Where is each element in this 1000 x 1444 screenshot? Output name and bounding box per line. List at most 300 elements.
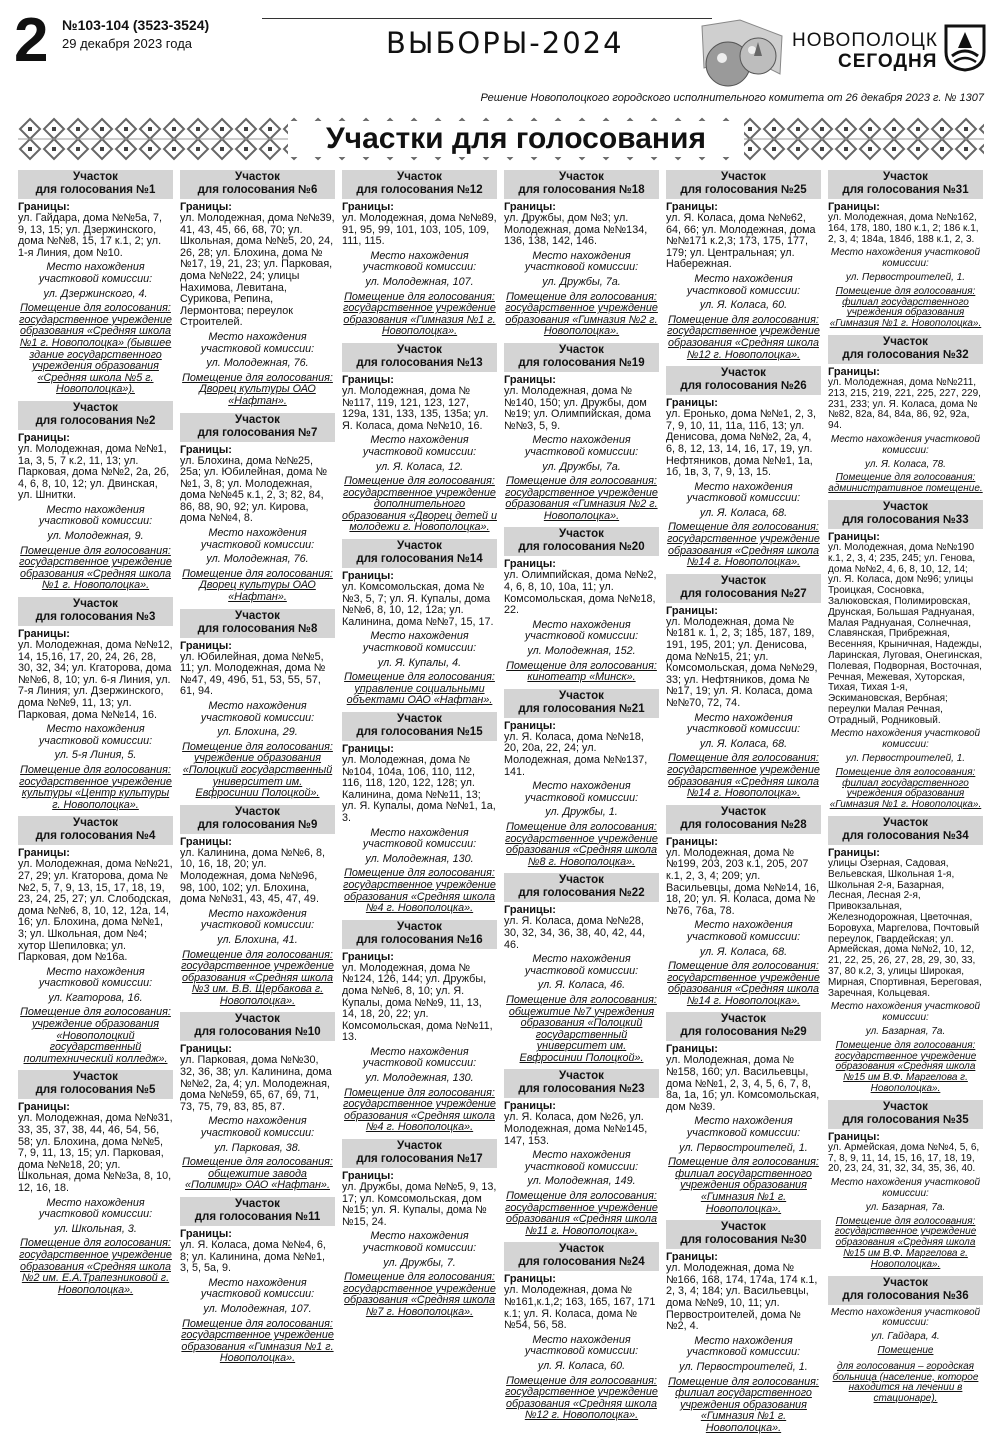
borders-label: Границы: xyxy=(18,1101,70,1114)
polling-station xyxy=(504,527,659,683)
premises-label: Помещение для голосования: xyxy=(668,521,819,534)
location-address: ул. Базарная, 7а. xyxy=(865,1201,946,1213)
location-address: ул. Базарная, 7а. xyxy=(865,1026,946,1038)
station-number: для голосования №9 xyxy=(197,818,318,831)
station-number: для голосования №15 xyxy=(356,726,483,738)
borders-label: Границы: xyxy=(504,719,556,732)
station-header xyxy=(342,712,497,741)
premises-label: Помещение для голосования: xyxy=(182,1317,333,1330)
premises-text: филиал государственного учреждения образования «Гимназия №1 г. Новополоцка». xyxy=(829,296,982,330)
location-address: ул. Я. Коласа, 68. xyxy=(699,945,788,958)
location-address: ул. Я. Коласа, 46. xyxy=(537,979,626,992)
location-label: Место нахождения участковой комиссии: xyxy=(830,1306,981,1329)
premises-text: государственное учреждение образования «Гимназия №2 г. Новополоцка». xyxy=(505,486,658,522)
station-number: для голосования №21 xyxy=(518,702,645,715)
polling-station xyxy=(180,170,335,408)
location-label: Место нахождения участковой комиссии: xyxy=(830,1177,981,1199)
borders-text: ул. Дружбы, дом №3; ул. Молодежная, дома №№134, 136, 138, 142, 146. xyxy=(504,212,648,248)
premises-text: государственное учреждение образования «Средняя школа №1 г. Новополоцка» (бывшее здание государственного учреждения образования «Средняя школа №5 г. Новополоцка»). xyxy=(19,313,172,396)
location-label: Место нахождения участковой комиссии: xyxy=(830,433,981,456)
polling-station xyxy=(342,539,497,707)
location-address: ул. Молодежная, 152. xyxy=(527,645,636,658)
station-label: Участок xyxy=(73,598,118,611)
polling-station xyxy=(828,170,983,330)
borders-text: ул. Молодежная, дома №№21, 27, 29; ул. Кгаторова, дома №№2, 5, 7, 9, 13, 15, 17, 18, 19, 23, 24, 25, 27; ул. Слободская, дома №№6, 8, 10, 12, 12а, 14, 16; ул. Блохина, дома №№1, 3; ул. Школьная, дом №4; хутор Шепиловка; ул. Парковая, дом №16а. xyxy=(18,858,173,964)
borders-text: ул. Молодежная, дома №№117, 119, 121, 123, 127, 129а, 131, 133, 135, 135а; ул. Я. Коласа, дома №№10, 16. xyxy=(342,384,489,432)
polling-station xyxy=(18,816,173,1065)
premises-text: филиал государственного учреждения образования «Гимназия №1 г. Новополоцка». xyxy=(675,1167,812,1215)
station-label: Участок xyxy=(721,574,766,587)
polling-station xyxy=(666,1012,821,1215)
location-address: ул. Молодежная, 149. xyxy=(527,1175,636,1188)
borders-label: Границы: xyxy=(180,443,232,456)
station-label: Участок xyxy=(397,171,442,183)
polling-station xyxy=(18,170,173,396)
station-number: для голосования №1 xyxy=(35,184,156,196)
location-address: ул. Дзержинского, 4. xyxy=(43,287,148,300)
location-address: ул. Гайдара, 4. xyxy=(871,1331,940,1343)
location-address: ул. 5-я Линия, 5. xyxy=(54,749,137,762)
polling-station xyxy=(504,873,659,1064)
location-label: Место нахождения участковой комиссии: xyxy=(200,330,315,355)
premises-label: Помещение для голосования: xyxy=(668,960,819,973)
borders-text: ул. Я. Коласа, дома №№28, 30, 32, 34, 36, 38, 40, 42, 44, 46. xyxy=(504,915,646,951)
station-header xyxy=(504,343,659,372)
premises-text: управление социальными объектами ОАО «Нафтан». xyxy=(346,682,493,707)
station-number: для голосования №13 xyxy=(356,356,483,369)
polling-station xyxy=(180,1012,335,1192)
premises-text: государственное учреждение образования «Средняя школа №12 г. Новополоцка». xyxy=(667,325,820,361)
brand-name: НОВОПОЛОЦК xyxy=(792,30,938,51)
location-label: Место нахождения участковой комиссии: xyxy=(686,272,801,297)
borders-label: Границы: xyxy=(180,201,232,213)
borders-text: ул. Молодежная, дома №№199, 203, 203 к.1, 205, 207 к.1, 2, 3, 4; 209; ул. Васильевцы, дома №№14, 16, 18, 20; ул. Я. Коласа, дома №№76, 76а, 78. xyxy=(666,846,820,917)
station-header xyxy=(18,816,173,845)
station-header xyxy=(504,873,659,902)
borders-text: ул. Я. Коласа, дом №26, ул. Молодежная, дома №№145, 147, 153. xyxy=(504,1111,648,1147)
borders-label: Границы: xyxy=(342,201,394,213)
premises-label: Помещение для голосования: xyxy=(20,302,171,315)
premises-label: Помещение для голосования: xyxy=(668,1375,819,1388)
station-number: для голосования №14 xyxy=(356,553,483,566)
polling-station xyxy=(666,366,821,569)
premises-text: государственное учреждение дополнительного образования «Дворец детей и молодежи г. Новополоцка». xyxy=(342,486,497,534)
borders-label: Границы: xyxy=(828,365,880,378)
borders-text: улицы Озерная, Садовая, Вельевская, Школьная 1-я, Школьная 2-я, Базарная, Лесная, Лесная 2-я, Привокзальная, Железнодорожная, Цветочная, Боровуха, Маргелова, Почтовый переулок, Гвардейская; ул. Армейская, дома №№2, 10, 12, 21, 22, 25, 26, 27, 28, 29, 30, 33, 37, 80 к.2, 3, улицы Широкая, Мирная, Спортивная, Береговая, Заречная, Кольцевая. xyxy=(828,858,982,999)
station-number: для голосования №19 xyxy=(518,356,645,369)
borders-label: Границы: xyxy=(180,1043,232,1056)
borders-text: ул. Юбилейная, дома №№5, 11; ул. Молодежная, дома №№47, 49, 49б, 51, 53, 55, 57, 61, 94. xyxy=(180,650,326,698)
issue-number: №103-104 (3523-3524) xyxy=(62,17,210,33)
borders-text: ул. Молодежная, дома №№166, 168, 174, 174а, 174 к.1, 2, 3, 4; 184; ул. Васильевцы, дома №№9, 10, 11; ул. Первостроителей, дома №№2, 4. xyxy=(666,1262,818,1333)
borders-label: Границы: xyxy=(828,530,880,543)
location-address: ул. Молодежная, 130. xyxy=(365,1072,474,1085)
premises-text: государственное учреждение образования «Средняя школа №15 им В.Ф. Маргелова г. Новополоцка». xyxy=(834,1050,977,1094)
station-label: Участок xyxy=(883,1276,928,1289)
polling-station xyxy=(342,712,497,915)
station-label: Участок xyxy=(397,920,442,933)
location-label: Место нахождения участковой комиссии: xyxy=(38,261,153,285)
location-label: Место нахождения участковой комиссии: xyxy=(686,711,801,736)
station-header xyxy=(18,401,173,430)
location-label: Место нахождения участковой комиссии: xyxy=(830,247,981,270)
borders-text: ул. Молодежная, дома №№158, 160; ул. Васильевцы, дома №№1, 2, 3, 4, 5, 6, 7, 8, 8а, 1а, 1б; ул. Комсомольская, дом №39. xyxy=(666,1054,820,1113)
borders-text: ул. Молодежная, дома №№190 к.1, 2, 3, 4; 235, 245; ул. Генова, дома №№2, 4, 6, 8, 10, 12, 14; ул. Я. Коласа, дом №96; улицы Троицкая, Сосновка, Залюковская, Полимировская, Друнская, Большая Раднуаная, Малая Раднуаная, Солнечная, Славянская, Прибрежная, Весенняя, Крыничная, Надежды, Ларинская, Луговая, Онегинская, Полевая, Подворная, Восточная, Речная, Межевая, Хуторская, Тихая, Тихая 1-я, Эскимановская, Вербная; переулки Малая Речная, Отрадный, Родниковый. xyxy=(828,541,983,726)
station-label: Участок xyxy=(73,817,118,830)
location-label: Место нахождения участковой комиссии: xyxy=(362,1230,477,1254)
masthead xyxy=(0,0,1000,112)
column-6 xyxy=(828,170,983,1440)
location-label: Место нахождения участковой комиссии: xyxy=(200,700,315,724)
borders-text: ул. Молодежная, дома №№39, 41, 43, 45, 66, 68, 70; ул. Школьная, дома №№5, 20, 24, 26, 28; ул. Блохина, дома №№17, 19, 21, 23; ул. Парковая, дома №№22, 24; улицы Нахимова, Левитана, Сурикова, Репина, Лермонтова; переулок Строителей. xyxy=(180,212,335,329)
station-label: Участок xyxy=(73,171,118,183)
column-3 xyxy=(342,170,497,1440)
station-number: для голосования №30 xyxy=(680,1234,807,1247)
borders-label: Границы: xyxy=(504,1100,556,1113)
borders-text: ул. Молодежная, дома №№211, 213, 215, 219, 221, 225, 227, 229, 231, 233; ул. Я. Коласа, дома №№82, 82а, 84, 84а, 86, 92, 92а, 94. xyxy=(828,376,981,432)
station-number: для голосования №22 xyxy=(518,887,645,900)
borders-label: Границы: xyxy=(504,558,556,571)
polling-station xyxy=(828,500,983,811)
premises-label: Помещение для голосования: xyxy=(506,820,657,833)
borders-label: Границы: xyxy=(504,201,556,213)
station-number: для голосования №7 xyxy=(197,426,318,439)
premises-text: Дворец культуры ОАО «Нафтан». xyxy=(199,579,316,604)
station-header xyxy=(342,343,497,372)
premises-label: Помещение для голосования: xyxy=(20,763,171,776)
polling-station xyxy=(666,574,821,800)
station-number: для голосования №23 xyxy=(518,1083,645,1096)
premises-label: Помещение для голосования: xyxy=(182,567,333,580)
location-address: ул. Молодежная, 76. xyxy=(206,553,309,566)
borders-text: ул. Молодежная, дома №№104, 104а, 106, 110, 112, 116, 118, 120, 122, 128; ул. Калинина, дома №№11, 13; ул. Я. Купалы, дома №№1, 1а, 3. xyxy=(342,754,496,824)
borders-text: ул. Молодежная, дома №№1, 1а, 3, 5, 7 к.2, 11, 13; ул. Парковая, дома №№2, 2а, 2б, 4, 6, 8, 10, 12; ул. Двинская, ул. Шнитки. xyxy=(18,442,170,502)
station-header xyxy=(504,689,659,718)
location-label: Место нахождения участковой комиссии: xyxy=(200,1115,315,1140)
location-label: Место нахождения участковой комиссии: xyxy=(686,1115,801,1140)
newspaper-logo-icon xyxy=(942,22,988,72)
location-address: ул. Дружбы, 7а. xyxy=(542,460,621,473)
borders-label: Границы: xyxy=(666,201,718,213)
borders-label: Границы: xyxy=(828,201,880,213)
borders-text: ул. Молодежная, дома №№12, 14, 15,16, 17, 20, 24, 26, 28, 30, 32, 34; ул. Кгаторова, дома №№6, 8, 10; ул. 6-я Линия, ул. 7-я Линия; ул. Дзержинского, дома №№9, 11, 13; ул. Парковая, дома №№14, 16. xyxy=(18,639,173,721)
borders-label: Границы: xyxy=(18,201,70,213)
station-label: Участок xyxy=(397,713,442,725)
station-number: для голосования №25 xyxy=(680,184,807,196)
station-label: Участок xyxy=(559,689,604,702)
station-number: для голосования №16 xyxy=(356,933,483,946)
station-label: Участок xyxy=(559,874,604,887)
borders-label: Границы: xyxy=(342,950,394,963)
location-address: ул. Дружбы, 7. xyxy=(383,1256,456,1269)
premises-text: государственное учреждение образования «Средняя школа №11 г. Новополоцка». xyxy=(505,1201,658,1237)
location-label: Место нахождения участковой комиссии: xyxy=(362,249,477,274)
station-number: для голосования №34 xyxy=(842,830,969,843)
location-address: ул. Я. Купалы, 4. xyxy=(377,656,462,669)
location-address: ул. Я. Коласа, 12. xyxy=(375,460,464,473)
premises-text: государственное учреждение образования «Средняя школа №14 г. Новополоцка». xyxy=(667,763,820,800)
location-address: ул. Парковая, 38. xyxy=(214,1141,301,1154)
station-label: Участок xyxy=(559,1243,604,1256)
polling-station xyxy=(180,413,335,604)
borders-label: Границы: xyxy=(666,835,718,848)
polling-station xyxy=(342,343,497,534)
station-number: для голосования №24 xyxy=(518,1256,645,1269)
premises-text: учреждение образования «Новополоцкий государственный политехнический колледж». xyxy=(23,1018,168,1065)
column-5 xyxy=(666,170,821,1440)
borders-text: ул. Я. Коласа, дома №№4, 6, 8; ул. Калинина, дома №№1, 3, 5, 5а, 9. xyxy=(180,1239,326,1275)
borders-text: ул. Гайдара, дома №№5а, 7, 9, 13, 15; ул. Дзержинского, дома №№8, 15, 17 к.1, 2; ул. 1-я Линия, дом №10. xyxy=(18,212,162,259)
station-header xyxy=(504,170,659,199)
borders-label: Границы: xyxy=(18,431,70,444)
premises-label: Помещение для голосования: xyxy=(506,290,657,303)
borders-label: Границы: xyxy=(504,904,556,917)
polling-station xyxy=(828,1276,983,1405)
premises-label: Помещение для голосования: xyxy=(344,475,495,488)
column-4 xyxy=(504,170,659,1440)
location-address: ул. Первостроителей, 1. xyxy=(845,271,966,283)
location-label: Место нахождения участковой комиссии: xyxy=(686,919,801,943)
borders-label: Границы: xyxy=(666,1043,718,1056)
premises-text: для голосования – городская больница (население, которое находится на лечении в стационаре). xyxy=(832,1360,979,1405)
station-header xyxy=(18,597,173,626)
location-address: ул. Школьная, 3. xyxy=(54,1222,137,1235)
station-label: Участок xyxy=(235,1013,280,1026)
section-rule xyxy=(262,18,712,19)
station-header xyxy=(828,816,983,845)
station-header xyxy=(504,1242,659,1271)
location-label: Место нахождения участковой комиссии: xyxy=(38,1196,153,1221)
location-label: Место нахождения участковой комиссии: xyxy=(524,780,639,804)
station-label: Участок xyxy=(73,1071,118,1084)
station-number: для голосования №20 xyxy=(518,541,645,554)
location-address: ул. Блохина, 29. xyxy=(217,726,298,739)
location-address: ул. Первостроителей, 1. xyxy=(679,1360,808,1373)
location-address: ул. Молодежная, 130. xyxy=(365,852,474,865)
location-label: Место нахождения участковой комиссии: xyxy=(686,480,801,505)
borders-label: Границы: xyxy=(342,1170,394,1183)
station-header xyxy=(666,1012,821,1041)
borders-label: Границы: xyxy=(666,397,718,410)
premises-label: Помещение для голосования: xyxy=(182,371,333,384)
premises-label: Помещение для голосования: xyxy=(344,867,495,880)
station-header xyxy=(180,413,335,442)
polling-station xyxy=(504,1069,659,1237)
borders-text: ул. Комсомольская, дома №№3, 5, 7; ул. Я. Купалы, дома №№6, 8, 10, 12, 12а; ул. Калинина, дома №№7, 15, 17. xyxy=(342,581,494,628)
polling-station xyxy=(342,1139,497,1319)
premises-text: государственное учреждение образования «Средняя школа №3 им. В.В. Щербакова г. Новополоцка». xyxy=(181,960,334,1007)
location-address: ул. Я. Коласа, 60. xyxy=(699,299,788,312)
station-label: Участок xyxy=(73,401,118,414)
borders-label: Границы: xyxy=(342,570,394,583)
station-number: для голосования №4 xyxy=(35,830,156,843)
premises-text: государственное учреждение образования «Средняя школа №14 г. Новополоцка». xyxy=(667,533,820,569)
station-header xyxy=(828,500,983,529)
borders-text: ул. Молодежная, дома №№140, 150; ул. Дружбы, дом №19; ул. Олимпийская, дома №№3, 5, 9. xyxy=(504,384,651,432)
station-label: Участок xyxy=(883,335,928,348)
polling-station xyxy=(504,689,659,869)
station-header xyxy=(666,170,821,199)
borders-label: Границы: xyxy=(828,1130,880,1143)
premises-text: государственное учреждение образования «Средняя школа №12 г. Новополоцка». xyxy=(505,1386,658,1422)
premises-label: Помещение для голосования: xyxy=(506,475,657,488)
station-label: Участок xyxy=(721,805,766,818)
borders-label: Границы: xyxy=(342,743,394,755)
borders-text: ул. Молодежная, дома №№124, 126, 144; ул. Дружбы, дома №№6, 8, 10; ул. Я. Купалы, дома №№9, 11, 13, 14, 18, 20, 22; ул. Комсомольская, дома №№11, 13. xyxy=(342,961,493,1044)
borders-label: Границы: xyxy=(180,639,232,652)
station-label: Участок xyxy=(721,171,766,183)
premises-label: Помещение для голосования: xyxy=(344,1271,495,1284)
location-address: ул. Молодежная, 9. xyxy=(47,530,144,543)
location-label: Место нахождения участковой комиссии: xyxy=(524,953,639,977)
location-address: ул. Я. Коласа, 68. xyxy=(699,506,788,519)
station-header xyxy=(342,920,497,949)
premises-text: государственное учреждение культуры «Центр культуры г. Новополоцка». xyxy=(19,775,172,811)
location-address: ул. Первостроителей, 1. xyxy=(679,1141,808,1154)
premises-text: государственное учреждение образования «Средняя школа №7 г. Новополоцка». xyxy=(343,1282,496,1318)
location-address: ул. Молодежная, 76. xyxy=(206,357,309,370)
station-number: для голосования №5 xyxy=(35,1084,156,1097)
station-header xyxy=(666,805,821,834)
station-header xyxy=(180,1012,335,1041)
station-label: Участок xyxy=(559,528,604,541)
station-number: для голосования №26 xyxy=(680,380,807,393)
borders-label: Границы: xyxy=(18,628,70,641)
polling-station xyxy=(180,1197,335,1365)
premises-label: Помещение для голосования: xyxy=(506,993,657,1006)
station-header xyxy=(666,366,821,395)
station-number: для голосования №27 xyxy=(680,587,807,600)
borders-label: Границы: xyxy=(666,604,718,617)
station-number: для голосования №3 xyxy=(35,611,156,624)
polling-stations-columns xyxy=(18,170,984,1440)
section-title: ВЫБОРЫ-2024 xyxy=(386,26,624,60)
polling-station xyxy=(504,170,659,338)
station-header xyxy=(18,1070,173,1099)
location-address: ул. Блохина, 41. xyxy=(217,933,298,946)
station-header xyxy=(180,170,335,199)
station-header xyxy=(342,170,497,199)
station-label: Участок xyxy=(883,500,928,513)
location-label: Место нахождения участковой комиссии: xyxy=(362,826,477,851)
premises-label: Помещение для голосования: xyxy=(506,1190,657,1203)
station-label: Участок xyxy=(559,171,604,183)
station-number: для голосования №2 xyxy=(35,414,156,427)
station-number: для голосования №36 xyxy=(842,1289,969,1302)
station-label: Участок xyxy=(235,609,280,622)
location-label: Место нахождения участковой комиссии: xyxy=(524,618,639,643)
station-header xyxy=(828,1276,983,1305)
borders-label: Границы: xyxy=(666,1251,718,1264)
premises-label: Помещение для голосования: xyxy=(182,948,333,961)
borders-label: Границы: xyxy=(504,373,556,386)
location-label: Место нахождения участковой комиссии: xyxy=(524,1333,639,1358)
borders-text: ул. Дружбы, дома №№5, 9, 13, 17; ул. Комсомольская, дом №15; ул. Я. Купалы, дома №№15, 24. xyxy=(342,1181,497,1228)
borders-label: Границы: xyxy=(504,1273,556,1286)
polling-station xyxy=(666,170,821,361)
station-number: для голосования №18 xyxy=(518,184,645,196)
premises-label: Помещение xyxy=(877,1344,934,1356)
location-label: Место нахождения участковой комиссии: xyxy=(38,965,153,990)
polling-station xyxy=(342,920,497,1134)
station-header xyxy=(666,1220,821,1249)
station-number: для голосования №32 xyxy=(842,348,969,361)
station-label: Участок xyxy=(883,1100,928,1113)
station-header xyxy=(18,170,173,199)
station-header xyxy=(180,609,335,638)
premises-text: государственное учреждение образования «Средняя школа №1 г. Новополоцка». xyxy=(19,556,172,592)
station-header xyxy=(828,170,983,199)
borders-label: Границы: xyxy=(18,847,70,860)
premises-label: Помещение для голосования: xyxy=(835,1039,976,1051)
station-label: Участок xyxy=(235,413,280,426)
location-label: Место нахождения участковой комиссии: xyxy=(830,728,981,751)
polling-station xyxy=(504,1242,659,1422)
station-header xyxy=(180,1197,335,1226)
polling-station xyxy=(828,816,983,1095)
station-header xyxy=(666,574,821,603)
borders-text: ул. Еронько, дома №№1, 2, 3, 7, 9, 10, 11, 11а, 11б, 13; ул. Денисова, дома №№2, 2а, 4, 6, 8, 12, 13, 14, 16, 17, 19, ул. Нефтяников, дома №№1, 1а, 1б, 1в, 3, 7, 9, 13, 15. xyxy=(666,408,817,479)
station-label: Участок xyxy=(235,805,280,818)
location-label: Место нахождения участковой комиссии: xyxy=(524,249,639,274)
premises-text: государственное учреждение образования «Средняя школа №4 г. Новополоцка». xyxy=(343,1098,496,1134)
location-label: Место нахождения участковой комиссии: xyxy=(200,527,315,551)
location-label: Место нахождения участковой комиссии: xyxy=(38,503,153,528)
station-header xyxy=(342,539,497,568)
station-header xyxy=(828,1100,983,1129)
premises-label: Помещение для голосования: xyxy=(20,544,171,557)
polling-station xyxy=(180,609,335,800)
borders-text: ул. Олимпийская, дома №№2, 4, 6, 8, 10, 10а, 11; ул. Комсомольская, дома №№18, 22. xyxy=(504,569,657,617)
borders-text: ул. Молодежная, дома №№31, 33, 35, 37, 38, 44, 46, 54, 56, 58; ул. Блохина, дома №№5, 7, 9, 11, 13, 15; ул. Парковая, дома №№18, 20; ул. Школьная, дома №№3а, 8, 10, 12, 16, 18. xyxy=(18,1112,173,1194)
premises-label: Помещение для голосования: xyxy=(20,1006,171,1019)
station-header xyxy=(504,527,659,556)
polling-station xyxy=(504,343,659,523)
premises-text: государственное учреждение образования «Средняя школа №4 г. Новополоцка». xyxy=(343,878,496,915)
station-header xyxy=(504,1069,659,1098)
station-label: Участок xyxy=(397,343,442,356)
station-label: Участок xyxy=(397,1140,442,1153)
location-address: ул. Молодежная, 107. xyxy=(203,1302,312,1315)
location-address: ул. Я. Коласа, 60. xyxy=(537,1359,626,1372)
station-label: Участок xyxy=(883,171,928,183)
premises-label: Помещение для голосования: xyxy=(668,752,819,765)
premises-label: Помещение для голосования: xyxy=(344,290,495,303)
location-label: Место нахождения участковой комиссии: xyxy=(524,434,639,458)
location-address: ул. Первостроителей, 1. xyxy=(845,753,966,765)
premises-text: государственное учреждение образования «Средняя школа №2 им. Е.А.Трапезниковой г. Новополоцка». xyxy=(19,1248,172,1296)
premises-text: государственное учреждение образования «Средняя школа №8 г. Новополоцка». xyxy=(505,832,658,868)
premises-label: Помещение для голосования: xyxy=(506,1374,657,1387)
location-address: ул. Дружбы, 1. xyxy=(545,806,618,819)
premises-label: Помещение для голосования: xyxy=(344,1086,495,1099)
borders-label: Границы: xyxy=(342,373,394,386)
borders-text: ул. Я. Коласа, дома №№62, 64, 66; ул. Молодежная, дома №№171 к.2,3; 173, 175, 177, 179; ул. Центральная; ул. Набережная. xyxy=(666,212,816,271)
issue-date: 29 декабря 2023 года xyxy=(62,36,193,51)
location-label: Место нахождения участковой комиссии: xyxy=(686,1334,801,1359)
christmas-ornament-icon xyxy=(700,16,784,92)
station-number: для голосования №8 xyxy=(197,622,318,635)
borders-label: Границы: xyxy=(828,847,880,860)
premises-text: учреждение образования «Полоцкий государственный университет им. Евфросинии Полоцкой». xyxy=(182,752,333,800)
location-label: Место нахождения участковой комиссии: xyxy=(362,630,477,655)
station-label: Участок xyxy=(235,171,280,183)
polling-station xyxy=(828,1100,983,1271)
borders-text: ул. Калинина, дома №№6, 8, 10, 16, 18, 20; ул. Молодежная, дома №№96, 98, 100, 102; ул. Блохина, дома №№31, 43, 45, 47, 49. xyxy=(180,846,325,906)
location-address: ул. Дружбы, 7а. xyxy=(542,275,621,288)
premises-label: Помещение для голосования: xyxy=(835,285,976,297)
station-number: для голосования №29 xyxy=(680,1026,807,1039)
